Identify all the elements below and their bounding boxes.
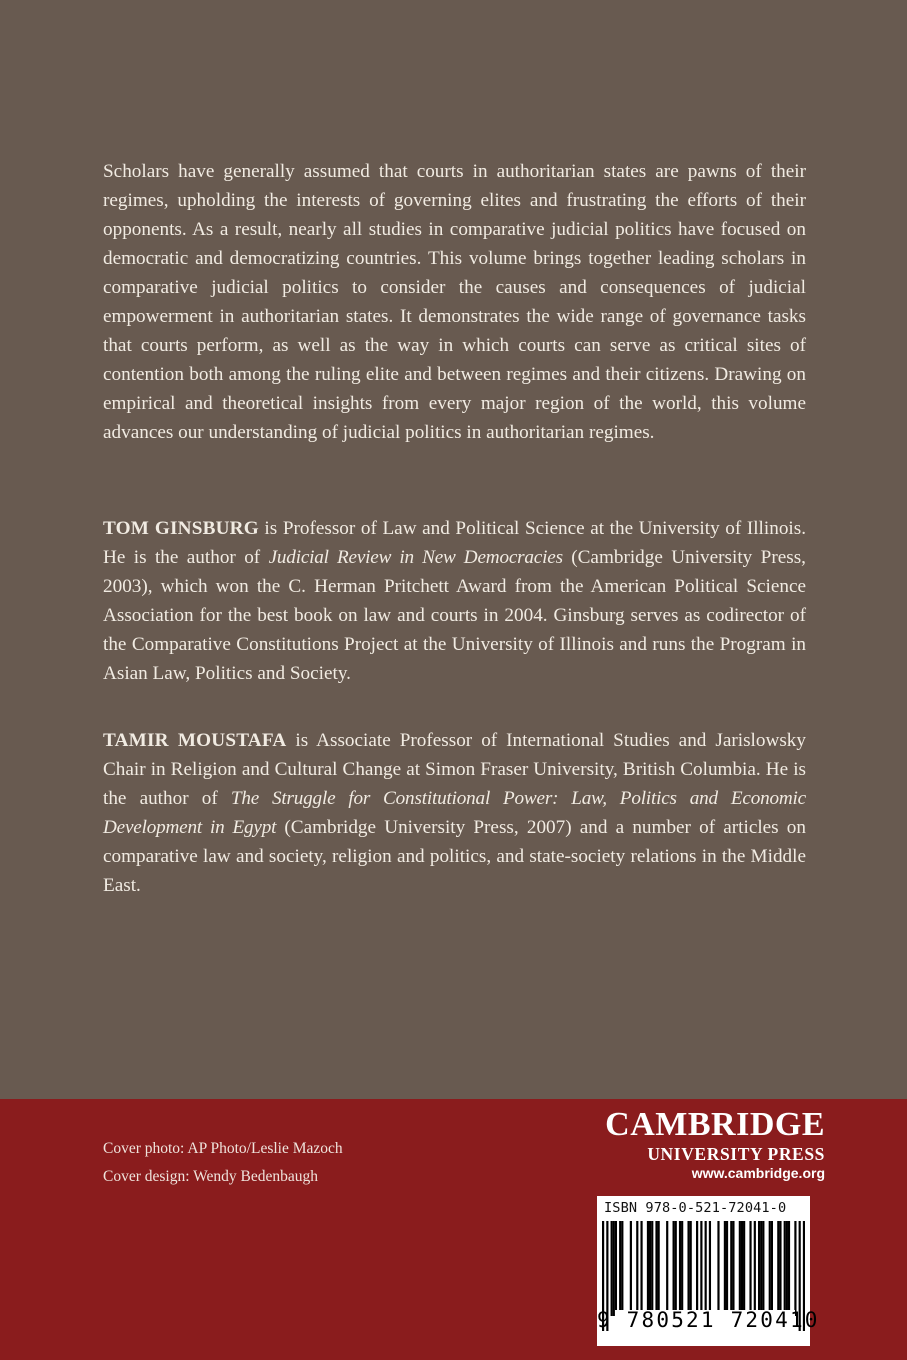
barcode-bar: [739, 1221, 741, 1316]
barcode-bar: [769, 1221, 771, 1316]
author-bio-moustafa: [103, 726, 806, 900]
barcode-bar: [724, 1221, 726, 1316]
barcode-bar: [647, 1221, 649, 1316]
cambridge-logo: [597, 1106, 825, 1182]
cover-design-credit: Cover design: Wendy Bedenbaugh: [103, 1168, 318, 1185]
book-title: Judicial Review in New Democracies: [268, 547, 563, 568]
barcode-bar: [696, 1221, 698, 1316]
barcode-bar: [681, 1221, 683, 1316]
barcode-bar: [784, 1221, 786, 1316]
barcode-bar: [749, 1221, 751, 1316]
barcode-bar: [794, 1221, 796, 1316]
author-name: TAMIR MOUSTAFA: [103, 730, 287, 751]
barcode-bar: [741, 1221, 743, 1316]
barcode-bar: [717, 1221, 719, 1316]
barcode-bar: [690, 1221, 692, 1316]
barcode-bar: [760, 1221, 762, 1316]
barcode-bar: [762, 1221, 764, 1316]
book-title: The Struggle for Constitutional Power: Law, Politics and Economic Development in Egypt: [103, 788, 806, 838]
author-name: TOM GINSBURG: [103, 518, 259, 539]
barcode-bar: [649, 1221, 651, 1316]
barcode-bar: [655, 1221, 657, 1316]
barcode-bar: [779, 1221, 781, 1316]
barcode-bar: [621, 1221, 623, 1316]
bio-text: (Cambridge University Press, 2007) and a number of articles on comparative law and society, religion and politics, and state-society relations in the Middle East.: [103, 817, 806, 896]
barcode-bar: [732, 1221, 734, 1316]
barcode-bar: [743, 1221, 745, 1316]
barcode-bar: [619, 1221, 621, 1316]
author-bio-ginsburg: [103, 514, 806, 688]
barcode-bar: [636, 1221, 638, 1316]
barcode-bar: [615, 1221, 617, 1316]
barcode-bar: [777, 1221, 779, 1316]
barcode-bar: [754, 1221, 756, 1316]
barcode-bar: [730, 1221, 732, 1316]
barcode-bar: [675, 1221, 677, 1316]
blurb-paragraph: Scholars have generally assumed that courts in authoritarian states are pawns of their regimes, upholding the interests of governing elites and frustrating the efforts of their opponents. As a result, nearly all studies in comparative judicial politics have focused on democratic and democratizing countries. This volume brings together leading scholars in comparative judicial politics to consider the causes and consequences of judicial empowerment in authoritarian states. It demonstrates the wide range of governance tasks that courts perform, as well as the way in which courts can serve as critical sites of contention both among the ruling elite and between regimes and their citizens. Drawing on empirical and theoretical insights from every major region of the world, this volume advances our understanding of judicial politics in authoritarian regimes.: [103, 161, 806, 443]
publisher-press: UNIVERSITY PRESS: [647, 1144, 825, 1164]
isbn-barcode: [597, 1196, 820, 1346]
publisher-name: CAMBRIDGE: [605, 1106, 825, 1143]
barcode-bar: [651, 1221, 653, 1316]
barcode-bar: [640, 1221, 642, 1316]
cover-photo-credit: Cover photo: AP Photo/Leslie Mazoch: [103, 1140, 343, 1157]
barcode-bar: [630, 1221, 632, 1316]
barcode-bar: [788, 1221, 790, 1316]
barcode-bar: [611, 1221, 613, 1316]
bio-text: is Professor of Law and Political Science at the University of Illinois. He is the author of: [103, 518, 807, 568]
barcode-bar: [786, 1221, 788, 1316]
barcode-bar: [658, 1221, 660, 1316]
barcode-bar: [666, 1221, 668, 1316]
barcode-bar: [726, 1221, 728, 1316]
barcode-bar: [687, 1221, 689, 1316]
barcode-bar: [679, 1221, 681, 1316]
barcode-bar: [673, 1221, 675, 1316]
barcode-bar: [771, 1221, 773, 1316]
bio-text: (Cambridge University Press, 2003), which won the C. Herman Pritchett Award from the American Political Science Association for the best book on law and courts in 2004. Ginsburg serves as codirector of the Comparative Constitutions Project at the University of Illinois and runs the Program in Asian Law, Politics and Society.: [103, 547, 806, 684]
barcode-bar: [613, 1221, 615, 1316]
publisher-url: www.cambridge.org: [691, 1165, 825, 1181]
barcode-bar: [709, 1221, 711, 1316]
isbn-label: ISBN 978-0-521-72041-0: [604, 1200, 787, 1216]
barcode-bar: [758, 1221, 760, 1316]
bio-text: is Associate Professor of International Studies and Jarislowsky Chair in Religion and Cultural Change at Simon Fraser University, British Columbia. He is the author of: [103, 730, 806, 809]
barcode-digits: 9 780521 720410: [597, 1308, 820, 1332]
